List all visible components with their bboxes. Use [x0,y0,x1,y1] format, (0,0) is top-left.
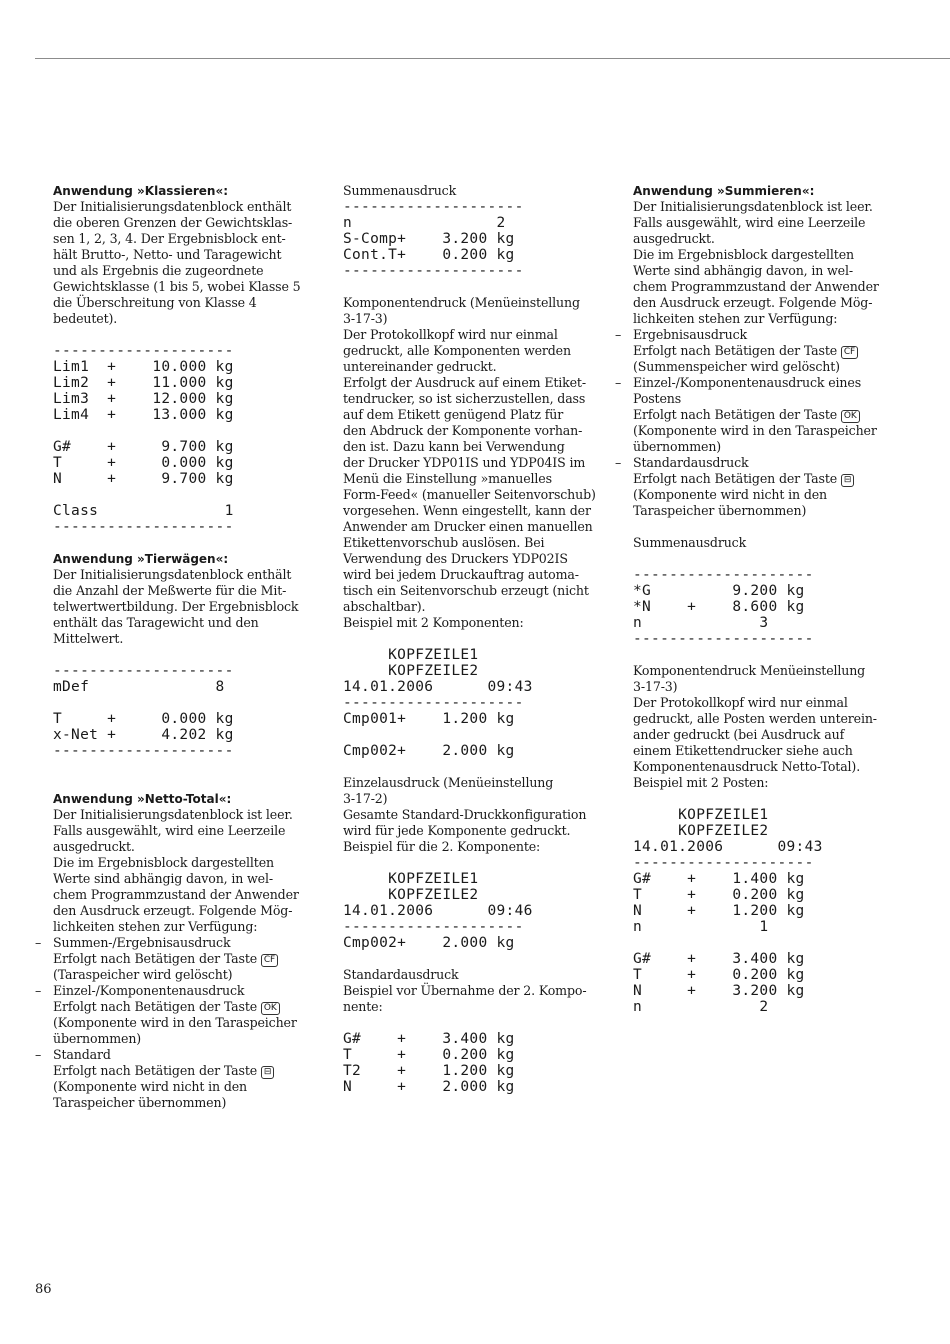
text-line: Der Initialisierungsdatenblock enthält [53,567,292,582]
text-line: die Überschreitung von Klasse 4 [53,295,257,310]
text-line: -------------------- [343,199,524,215]
text-line: 3-17-3) [343,311,388,326]
text-line: -------------------- [53,663,234,679]
text-line: Beispiel mit 2 Posten: [633,775,769,790]
text-line: Lim1 + 10.000 kg [53,359,234,375]
option-note: Taraspeicher übernommen) [633,503,807,518]
text-line: N + 2.000 kg [343,1079,515,1095]
text-line: ausgedruckt. [633,231,715,246]
text-line: Mittelwert. [53,631,124,646]
text-line: Einzelausdruck (Menüeinstellung [343,775,554,790]
top-rule [35,58,950,59]
text-line: chem Programmzustand der Anwender [633,279,879,294]
text-line: G# + 3.400 kg [343,1031,515,1047]
page-number: 86 [35,1282,52,1297]
option-title: – Standard [53,1047,298,1063]
netto-total-options [53,935,298,1111]
summieren-summenausdruck-title: Summenausdruck [633,535,747,550]
einzelausdruck-description [343,775,588,855]
text-line: Erfolgt der Ausdruck auf einem Etiket- [343,375,586,390]
option-title: – Standardausdruck [633,455,883,471]
text-line: gedruckt, alle Posten werden unterein- [633,711,877,726]
text-line: T + 0.000 kg [53,711,234,727]
text-line [633,935,883,951]
text-line: N + 1.200 kg [633,903,805,919]
text-line: Cmp002+ 2.000 kg [343,743,515,759]
text-line: Cmp001+ 1.200 kg [343,711,515,727]
summieren-options [633,327,883,519]
option-press-line [633,407,883,423]
text-line: chem Programmzustand der Anwender [53,887,299,902]
text-line: 3-17-2) [343,791,388,806]
text-line: 14.01.2006 09:43 [633,839,823,855]
text-line: T + 0.200 kg [633,967,805,983]
text-line: *N + 8.600 kg [633,599,805,615]
option-press-text: Erfolgt nach Betätigen der Taste [53,951,261,966]
text-line: bedeutet). [53,311,118,326]
text-line: T + 0.000 kg [53,455,234,471]
text-line: die Anzahl der Meßwerte für die Mit- [53,583,287,598]
column-3 [633,183,883,1015]
text-line: Werte sind abhängig davon, in wel- [633,263,853,278]
text-line: der Drucker YDP01IS und YDP04IS im [343,455,586,470]
komponenten-printout [343,647,588,759]
einzel-printout [343,871,588,951]
text-line: einem Etikettendrucker siehe auch [633,743,853,758]
option-press-line [53,951,298,967]
text-line: enthält das Taragewicht und den [53,615,259,630]
text-line: abschaltbar). [343,599,426,614]
text-line: 14.01.2006 09:43 [343,679,533,695]
text-line: hält Brutto-, Netto- und Taragewicht [53,247,282,262]
text-line: x-Net + 4.202 kg [53,727,234,743]
text-line: -------------------- [343,263,524,279]
text-line: Der Initialisierungsdatenblock ist leer. [633,199,873,214]
text-line: T2 + 1.200 kg [343,1063,515,1079]
text-line: Lim2 + 11.000 kg [53,375,234,391]
text-line: G# + 1.400 kg [633,871,805,887]
text-line [53,487,298,503]
text-line: sen 1, 2, 3, 4. Der Ergebnisblock ent- [53,231,286,246]
option-press-text: Erfolgt nach Betätigen der Taste [53,1063,261,1078]
text-line: den ist. Dazu kann bei Verwendung [343,439,565,454]
text-line: ausgedruckt. [53,839,135,854]
text-line: KOPFZEILE2 [633,823,769,839]
text-line: Der Protokollkopf wird nur einmal [343,327,558,342]
text-line: n 1 [633,919,769,935]
option-title: – Einzel-/Komponentenausdruck [53,983,298,999]
text-line: lichkeiten stehen zur Verfügung: [633,311,838,326]
text-line: 14.01.2006 09:46 [343,903,533,919]
text-line: Der Protokollkopf wird nur einmal [633,695,848,710]
text-line: -------------------- [53,519,234,535]
text-line: KOPFZEILE1 [343,647,479,663]
key-print-icon: ⊟ [261,1066,274,1079]
text-line: KOPFZEILE1 [343,871,479,887]
text-line: T + 0.200 kg [343,1047,515,1063]
tierwaegen-description [53,567,298,647]
text-line: Etikettenvorschub auslösen. Bei [343,535,545,550]
text-line: S-Comp+ 3.200 kg [343,231,515,247]
text-line: tisch ein Seitenvorschub erzeugt (nicht [343,583,589,598]
text-line: Gesamte Standard-Druckkonfiguration [343,807,587,822]
option-note: übernommen) [53,1031,142,1046]
text-line: Form-Feed« (manueller Seitenvorschub) [343,487,596,502]
option-title: – Ergebnisausdruck [633,327,883,343]
text-line: -------------------- [633,855,814,871]
text-line: -------------------- [633,567,814,583]
text-line: G# + 3.400 kg [633,951,805,967]
text-line: Lim3 + 12.000 kg [53,391,234,407]
text-line: Komponentendruck (Menüeinstellung [343,295,580,310]
text-line: den Ausdruck erzeugt. Folgende Mög- [53,903,293,918]
text-line: 3-17-3) [633,679,678,694]
option-note: Taraspeicher übernommen) [53,1095,227,1110]
text-line: Verwendung des Druckers YDP02IS [343,551,568,566]
text-line: N + 9.700 kg [53,471,234,487]
text-line: Cont.T+ 0.200 kg [343,247,515,263]
summieren-description [633,199,883,327]
option-press-text: Erfolgt nach Betätigen der Taste [53,999,261,1014]
text-line: ander gedruckt (bei Ausdruck auf [633,727,845,742]
text-line: Die im Ergebnisblock dargestellten [633,247,854,262]
summenausdruck-title: Summenausdruck [343,183,457,198]
text-line: Komponentenausdruck Netto-Total). [633,759,861,774]
option-note: (Summenspeicher wird gelöscht) [633,359,840,374]
text-line: n 2 [633,999,769,1015]
text-line: die oberen Grenzen der Gewichtsklas- [53,215,293,230]
text-line [343,727,588,743]
option-press-line [53,999,298,1015]
option-note: (Komponente wird in den Taraspeicher [53,1015,297,1030]
klassieren-printout [53,343,298,535]
key-ok-icon: OK [261,1002,280,1015]
text-line: Anwender am Drucker einen manuellen [343,519,593,534]
text-line: vorgesehen. Wenn eingestellt, kann der [343,503,591,518]
key-cf-icon: CF [841,346,858,359]
option-note: (Komponente wird nicht in den [53,1079,248,1094]
summieren-komponenten-printout [633,807,883,1015]
section-heading-tierwaegen: Anwendung »Tierwägen«: [53,552,229,566]
key-print-icon: ⊟ [841,474,854,487]
text-line: wird bei jedem Druckauftrag automa- [343,567,579,582]
option-press-text: Erfolgt nach Betätigen der Taste [633,407,841,422]
text-line: den Abdruck der Komponente vorhan- [343,423,583,438]
option-press-text: Erfolgt nach Betätigen der Taste [633,343,841,358]
summen-printout [343,199,588,279]
text-line: Gewichtsklasse (1 bis 5, wobei Klasse 5 [53,279,301,294]
text-line: Menü die Einstellung »manuelles [343,471,552,486]
text-line: KOPFZEILE2 [343,663,479,679]
section-heading-klassieren: Anwendung »Klassieren«: [53,184,228,198]
text-line: Die im Ergebnisblock dargestellten [53,855,274,870]
text-line: tendrucker, so ist sicherzustellen, dass [343,391,586,406]
text-line: Class 1 [53,503,234,519]
option-press-line [633,471,883,487]
text-line: und als Ergebnis die zugeordnete [53,263,264,278]
text-line: telwertwertbildung. Der Ergebnisblock [53,599,299,614]
text-line: G# + 9.700 kg [53,439,234,455]
text-line: wird für jede Komponente gedruckt. [343,823,571,838]
column-1 [53,183,301,1111]
text-line: -------------------- [53,743,234,759]
text-line: mDef 8 [53,679,225,695]
text-line: -------------------- [343,695,524,711]
standardausdruck-description [343,967,588,1015]
text-line [53,423,298,439]
text-line: Beispiel vor Übernahme der 2. Kompo- [343,983,587,998]
text-line: Komponentendruck Menüeinstellung [633,663,866,678]
text-line: nente: [343,999,383,1014]
text-line: KOPFZEILE1 [633,807,769,823]
text-line: T + 0.200 kg [633,887,805,903]
summieren-summen-printout [633,567,883,647]
section-heading-summieren: Anwendung »Summieren«: [633,184,815,198]
text-line: KOPFZEILE2 [343,887,479,903]
text-line: -------------------- [633,631,814,647]
text-line: -------------------- [343,919,524,935]
text-line: auf dem Etikett genügend Platz für [343,407,564,422]
option-title-cont: Postens [633,391,682,406]
option-note: (Komponente wird nicht in den [633,487,828,502]
key-cf-icon: CF [261,954,278,967]
section-heading-netto-total: Anwendung »Netto-Total«: [53,792,232,806]
text-line: lichkeiten stehen zur Verfügung: [53,919,258,934]
column-2 [343,183,596,1095]
summieren-komponentendruck-description [633,663,883,791]
text-line: n 2 [343,215,506,231]
text-line: Falls ausgewählt, wird eine Leerzeile [633,215,866,230]
option-press-line [633,343,883,359]
option-note: übernommen) [633,439,722,454]
text-line: den Ausdruck erzeugt. Folgende Mög- [633,295,873,310]
klassieren-description [53,199,301,327]
komponentendruck-description [343,295,596,631]
text-line: Lim4 + 13.000 kg [53,407,234,423]
tierwaegen-printout [53,663,298,759]
text-line: n 3 [633,615,769,631]
option-press-text: Erfolgt nach Betätigen der Taste [633,471,841,486]
text-line: untereinander gedruckt. [343,359,497,374]
standard-printout [343,1031,588,1095]
text-line: Werte sind abhängig davon, in wel- [53,871,273,886]
option-title: – Einzel-/Komponentenausdruck eines [633,375,883,391]
text-line: Cmp002+ 2.000 kg [343,935,515,951]
text-line [53,695,298,711]
text-line: Beispiel für die 2. Komponente: [343,839,541,854]
text-line: *G 9.200 kg [633,583,805,599]
text-line: N + 3.200 kg [633,983,805,999]
text-line: Der Initialisierungsdatenblock ist leer. [53,807,293,822]
text-line: Falls ausgewählt, wird eine Leerzeile [53,823,286,838]
text-line: gedruckt, alle Komponenten werden [343,343,571,358]
netto-total-description [53,807,298,935]
text-line: Beispiel mit 2 Komponenten: [343,615,524,630]
option-title: – Summen-/Ergebnisausdruck [53,935,298,951]
option-note: (Komponente wird in den Taraspeicher [633,423,877,438]
option-press-line [53,1063,298,1079]
text-line: Standardausdruck [343,967,459,982]
text-line: -------------------- [53,343,234,359]
key-ok-icon: OK [841,410,860,423]
option-note: (Taraspeicher wird gelöscht) [53,967,233,982]
text-line: Der Initialisierungsdatenblock enthält [53,199,292,214]
